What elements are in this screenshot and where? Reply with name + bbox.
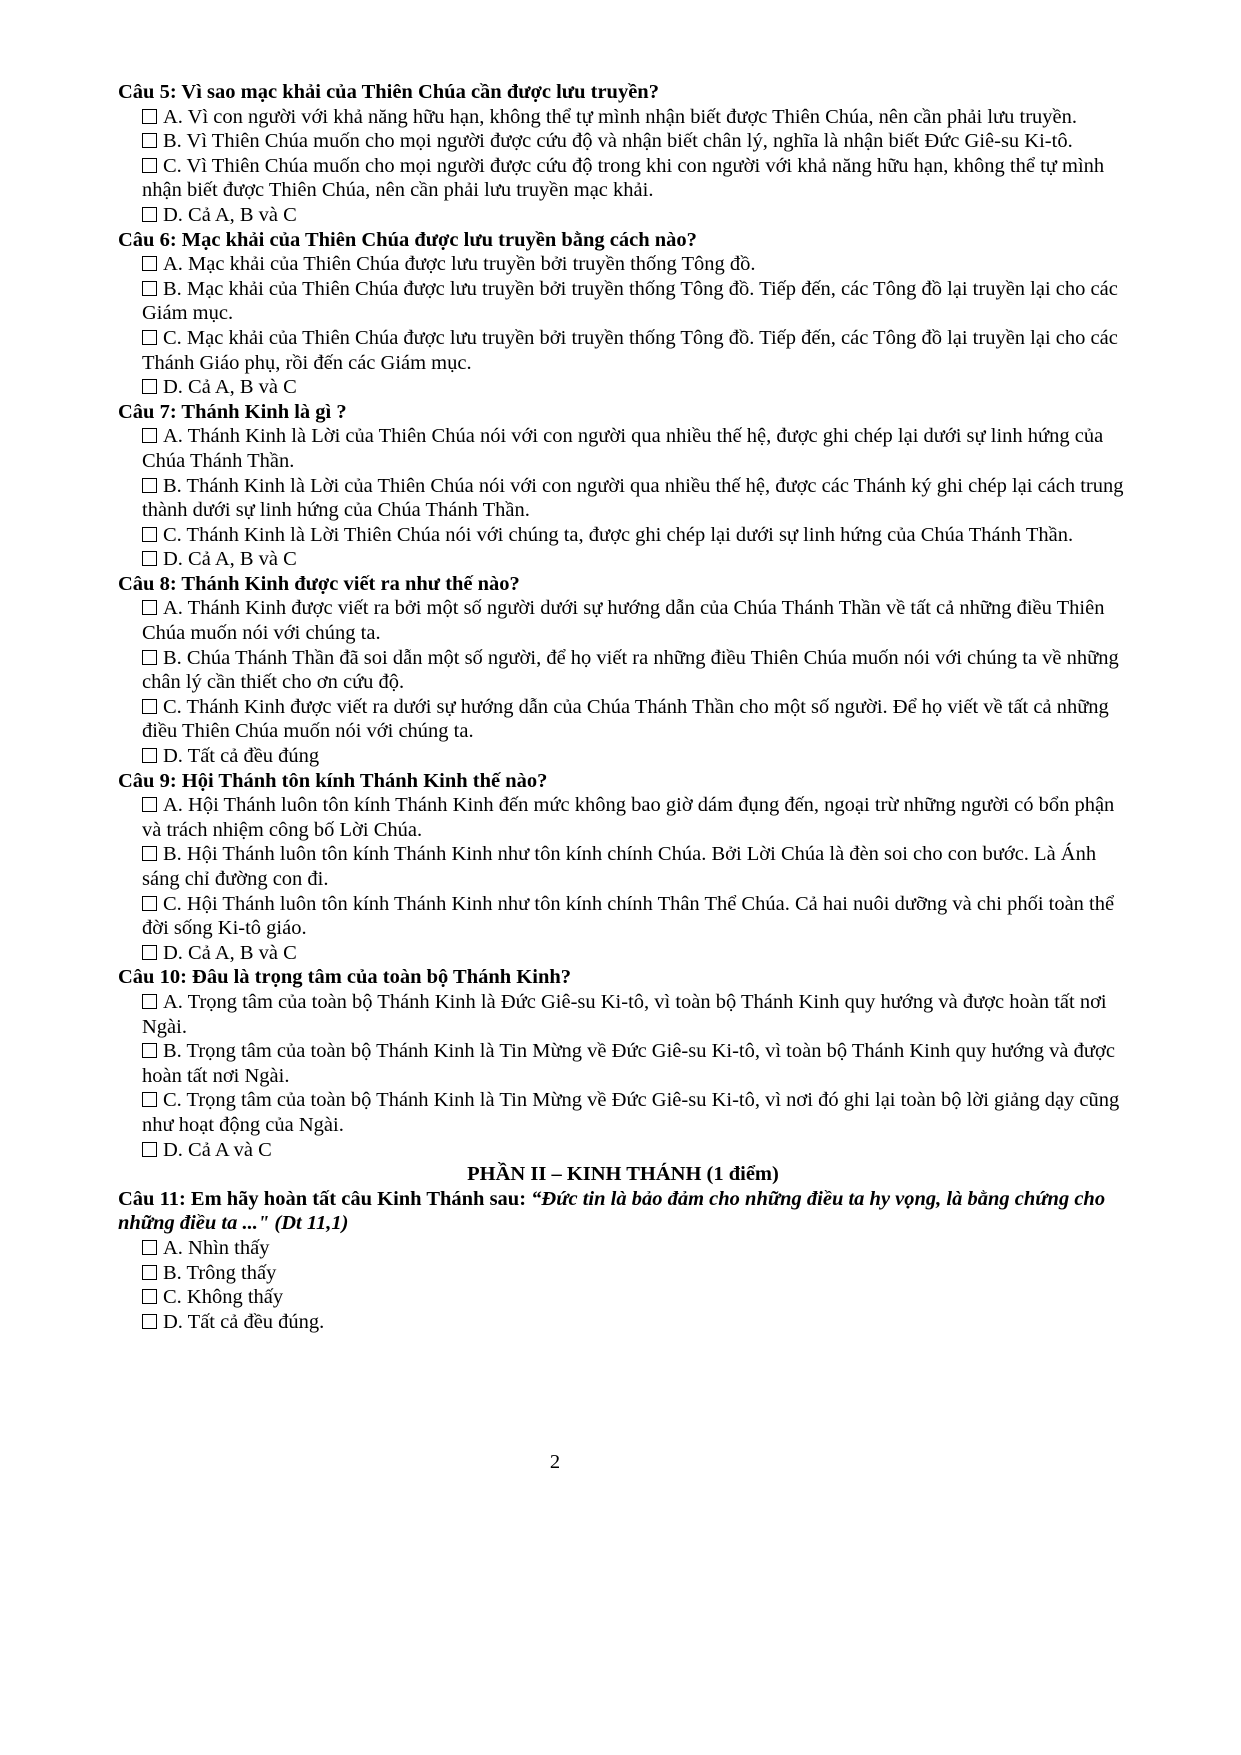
- checkbox-icon[interactable]: [142, 1314, 157, 1329]
- question: [118, 228, 1128, 400]
- option-text: A. Hội Thánh luôn tôn kính Thánh Kinh đến mức không bao giờ dám đụng đến, ngoại trừ những người có bổn phận và trách nhiệm công bố Lời Chúa.: [142, 794, 1115, 841]
- question-11: [118, 1187, 1128, 1335]
- option-text: A. Nhìn thấy: [163, 1236, 270, 1259]
- answer-option[interactable]: [142, 990, 1128, 1039]
- option-text: D. Tất cả đều đúng.: [163, 1310, 325, 1333]
- question-title: Câu 8: Thánh Kinh được viết ra như thế nào?: [118, 572, 520, 595]
- answer-option[interactable]: [142, 1236, 1128, 1261]
- answer-option[interactable]: [142, 1138, 1128, 1163]
- question-title: Câu 7: Thánh Kinh là gì ?: [118, 400, 347, 423]
- option-text: D. Tất cả đều đúng: [163, 745, 320, 768]
- question-title-text: Câu 11: Em hãy hoàn tất câu Kinh Thánh sau:: [118, 1187, 532, 1210]
- checkbox-icon[interactable]: [142, 797, 157, 812]
- question: [118, 80, 1128, 228]
- checkbox-icon[interactable]: [142, 281, 157, 296]
- checkbox-icon[interactable]: [142, 1240, 157, 1255]
- option-text: B. Vì Thiên Chúa muốn cho mọi người được cứu độ và nhận biết chân lý, nghĩa là nhận biết Đức Giê-su Ki-tô.: [163, 130, 1073, 153]
- option-text: A. Vì con người với khả năng hữu hạn, không thể tự mình nhận biết được Thiên Chúa, nên cần phải lưu truyền.: [163, 105, 1077, 128]
- option-text: C. Hội Thánh luôn tôn kính Thánh Kinh như tôn kính chính Thân Thể Chúa. Cả hai nuôi dưỡng và chi phối toàn thể đời sống Ki-tô giáo.: [142, 892, 1115, 940]
- option-text: C. Thánh Kinh là Lời Thiên Chúa nói với chúng ta, được ghi chép lại dưới sự linh hứng của Chúa Thánh Thần.: [163, 523, 1074, 546]
- checkbox-icon[interactable]: [142, 994, 157, 1009]
- question-title: Câu 6: Mạc khải của Thiên Chúa được lưu truyền bằng cách nào?: [118, 228, 697, 251]
- checkbox-icon[interactable]: [142, 600, 157, 615]
- answer-option[interactable]: [142, 105, 1128, 130]
- answer-option[interactable]: [142, 1039, 1128, 1088]
- checkbox-icon[interactable]: [142, 551, 157, 566]
- option-text: A. Mạc khải của Thiên Chúa được lưu truyền bởi truyền thống Tông đồ.: [163, 253, 756, 276]
- answer-option[interactable]: [142, 1285, 1128, 1310]
- option-text: D. Cả A, B và C: [163, 941, 297, 964]
- checkbox-icon[interactable]: [142, 478, 157, 493]
- option-text: D. Cả A và C: [163, 1138, 272, 1161]
- checkbox-icon[interactable]: [142, 1265, 157, 1280]
- answer-option[interactable]: [142, 252, 1128, 277]
- answer-option[interactable]: [142, 523, 1128, 548]
- checkbox-icon[interactable]: [142, 846, 157, 861]
- section-heading: PHẦN II – KINH THÁNH (1 điểm): [467, 1163, 779, 1186]
- option-text: C. Không thấy: [163, 1286, 284, 1309]
- question: [118, 400, 1128, 572]
- question: [118, 965, 1128, 1162]
- question-title: Câu 10: Đâu là trọng tâm của toàn bộ Thánh Kinh?: [118, 966, 571, 989]
- answer-option[interactable]: [142, 695, 1128, 744]
- answer-option[interactable]: [142, 646, 1128, 695]
- option-text: D. Cả A, B và C: [163, 548, 297, 571]
- question-title: [118, 1187, 1128, 1236]
- answer-option[interactable]: [142, 842, 1128, 891]
- answer-option[interactable]: [142, 547, 1128, 572]
- exam-page: [118, 80, 1128, 1334]
- option-text: B. Trọng tâm của toàn bộ Thánh Kinh là Tin Mừng về Đức Giê-su Ki-tô, vì toàn bộ Thánh Kinh quy hướng và được hoàn tất nơi Ngài.: [142, 1040, 1115, 1087]
- option-text: C. Mạc khải của Thiên Chúa được lưu truyền bởi truyền thống Tông đồ. Tiếp đến, các Tông đồ lại truyền lại cho các Thánh Giáo phụ, rồi đến các Giám mục.: [142, 326, 1118, 374]
- answer-option[interactable]: [142, 154, 1128, 203]
- option-text: D. Cả A, B và C: [163, 203, 297, 226]
- answer-option[interactable]: [142, 375, 1128, 400]
- checkbox-icon[interactable]: [142, 207, 157, 222]
- option-text: B. Trông thấy: [163, 1261, 277, 1284]
- answer-option[interactable]: [142, 424, 1128, 473]
- checkbox-icon[interactable]: [142, 1043, 157, 1058]
- option-text: D. Cả A, B và C: [163, 376, 297, 399]
- checkbox-icon[interactable]: [142, 256, 157, 271]
- checkbox-icon[interactable]: [142, 428, 157, 443]
- checkbox-icon[interactable]: [142, 109, 157, 124]
- checkbox-icon[interactable]: [142, 1142, 157, 1157]
- checkbox-icon[interactable]: [142, 945, 157, 960]
- option-text: B. Hội Thánh luôn tôn kính Thánh Kinh như tôn kính chính Chúa. Bởi Lời Chúa là đèn soi cho con bước. Là Ánh sáng chỉ đường con đi.: [142, 843, 1097, 890]
- question-list: [118, 80, 1128, 1162]
- bible-quote: “Đức tin là bảo đảm cho những điều ta hy vọng, là bằng chứng cho những điều ta ..." (Dt 11,1): [118, 1187, 1106, 1235]
- checkbox-icon[interactable]: [142, 527, 157, 542]
- checkbox-icon[interactable]: [142, 330, 157, 345]
- option-text: C. Trọng tâm của toàn bộ Thánh Kinh là Tin Mừng về Đức Giê-su Ki-tô, vì nơi đó ghi lại toàn bộ lời giảng dạy cũng như hoạt động của Ngài.: [142, 1089, 1120, 1136]
- option-text: B. Chúa Thánh Thần đã soi dẫn một số người, để họ viết ra những điều Thiên Chúa muốn nói với chúng ta về những chân lý cần thiết cho ơn cứu độ.: [142, 646, 1119, 694]
- option-text: B. Mạc khải của Thiên Chúa được lưu truyền bởi truyền thống Tông đồ. Tiếp đến, các Tông đồ lại truyền lại cho các Giám mục.: [142, 277, 1118, 325]
- option-text: C. Thánh Kinh được viết ra dưới sự hướng dẫn của Chúa Thánh Thần cho một số người. Để họ viết về tất cả những điều Thiên Chúa muốn nói với chúng ta.: [142, 695, 1109, 743]
- option-text: A. Thánh Kinh là Lời của Thiên Chúa nói với con người qua nhiều thế hệ, được ghi chép lại dưới sự linh hứng của Chúa Thánh Thần.: [142, 425, 1104, 472]
- answer-option[interactable]: [142, 1261, 1128, 1286]
- answer-option[interactable]: [142, 1088, 1128, 1137]
- checkbox-icon[interactable]: [142, 650, 157, 665]
- answer-option[interactable]: [142, 596, 1128, 645]
- answer-option[interactable]: [142, 129, 1128, 154]
- checkbox-icon[interactable]: [142, 896, 157, 911]
- answer-option[interactable]: [142, 277, 1128, 326]
- answer-option[interactable]: [142, 892, 1128, 941]
- answer-option[interactable]: [142, 793, 1128, 842]
- answer-option[interactable]: [142, 474, 1128, 523]
- answer-option[interactable]: [142, 941, 1128, 966]
- answer-option[interactable]: [142, 326, 1128, 375]
- answer-option[interactable]: [142, 1310, 1128, 1335]
- answer-option[interactable]: [142, 203, 1128, 228]
- checkbox-icon[interactable]: [142, 699, 157, 714]
- checkbox-icon[interactable]: [142, 133, 157, 148]
- checkbox-icon[interactable]: [142, 1092, 157, 1107]
- question: [118, 572, 1128, 769]
- option-text: A. Trọng tâm của toàn bộ Thánh Kinh là Đức Giê-su Ki-tô, vì toàn bộ Thánh Kinh quy hướng và được hoàn tất nơi Ngài.: [142, 990, 1107, 1038]
- checkbox-icon[interactable]: [142, 158, 157, 173]
- checkbox-icon[interactable]: [142, 1289, 157, 1304]
- option-text: B. Thánh Kinh là Lời của Thiên Chúa nói với con người qua nhiều thế hệ, được các Thánh ký ghi chép lại cách trung thành dưới sự linh hứng của Chúa Thánh Thần.: [142, 474, 1124, 522]
- answer-option[interactable]: [142, 744, 1128, 769]
- checkbox-icon[interactable]: [142, 748, 157, 763]
- checkbox-icon[interactable]: [142, 379, 157, 394]
- question: [118, 769, 1128, 966]
- question-title: Câu 9: Hội Thánh tôn kính Thánh Kinh thế nào?: [118, 769, 548, 792]
- question-title: Câu 5: Vì sao mạc khải của Thiên Chúa cần được lưu truyền?: [118, 81, 659, 103]
- page-number: 2: [549, 1451, 561, 1473]
- option-text: C. Vì Thiên Chúa muốn cho mọi người được cứu độ trong khi con người với khả năng hữu hạn, không thể tự mình nhận biết được Thiên Chúa, nên cần phải lưu truyền mạc khải.: [142, 154, 1105, 202]
- option-text: A. Thánh Kinh được viết ra bởi một số người dưới sự hướng dẫn của Chúa Thánh Thần về tất cả những điều Thiên Chúa muốn nói với chúng ta.: [142, 597, 1105, 645]
